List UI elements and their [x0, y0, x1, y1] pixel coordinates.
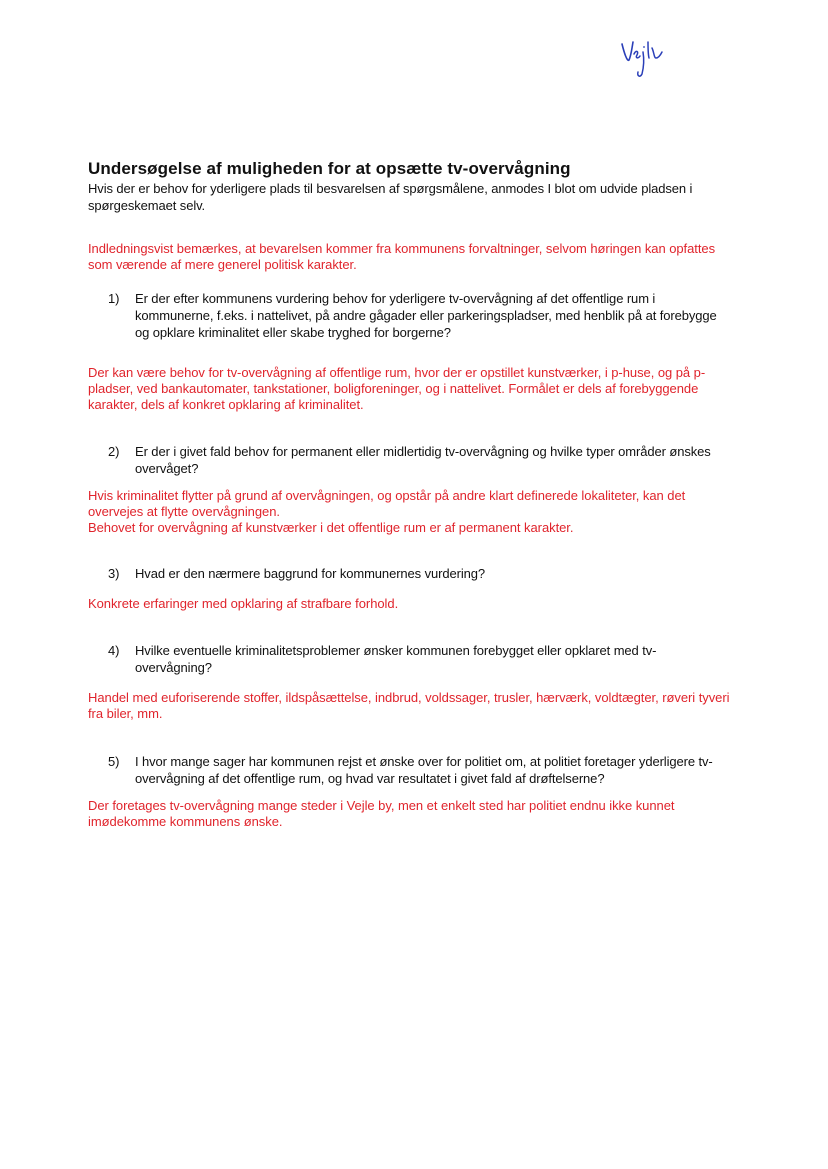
handwritten-signature [618, 36, 668, 80]
answer-2 [88, 488, 743, 536]
question-number: 5) [108, 754, 120, 769]
question-1 [108, 290, 728, 341]
question-text: I hvor mange sager har kommunen rejst et ønske over for politiet om, at politiet foretager yderligere tv-overvågning af det offentlige rum, og hvad var resultatet i givet fald af drøftelserne? [135, 754, 713, 786]
answer-paragraph: Handel med euforiserende stoffer, ildspåsættelse, indbrud, voldssager, trusler, hærværk, voldtægter, røveri tyveri fra biler, mm. [88, 690, 730, 721]
answer-paragraph: Konkrete erfaringer med opklaring af strafbare forhold. [88, 596, 399, 611]
question-number: 2) [108, 444, 120, 459]
answer-paragraph: Der kan være behov for tv-overvågning af offentlige rum, hvor der er opstillet kunstværker, i p-huse, og på p-pladser, ved bankautomater, tankstationer, boligforeninger, og i nattelivet. Formålet er dels af forebyggende karakter, dels af konkret opklaring af kriminalitet. [88, 365, 706, 412]
question-4 [108, 642, 728, 676]
question-text: Hvilke eventuelle kriminalitetsproblemer ønsker kommunen forebygget eller opklaret med tv-overvågning? [135, 643, 657, 675]
document-subtitle: Hvis der er behov for yderligere plads til besvarelsen af spørgsmålene, anmodes I blot om udvide pladsen i spørgeskemaet selv. [88, 181, 693, 213]
answer-paragraph: Behovet for overvågning af kunstværker i det offentlige rum er af permanent karakter. [88, 520, 574, 535]
question-text: Er der i givet fald behov for permanent eller midlertidig tv-overvågning og hvilke typer områder ønskes overvåget? [135, 444, 711, 476]
question-text: Hvad er den nærmere baggrund for kommunernes vurdering? [135, 566, 486, 581]
question-number: 3) [108, 566, 120, 581]
question-number: 1) [108, 291, 120, 306]
question-2 [108, 443, 728, 477]
document-title: Undersøgelse af muligheden for at opsætte tv-overvågning [88, 159, 571, 178]
question-number: 4) [108, 643, 120, 658]
answer-3 [88, 596, 743, 612]
intro-answer: Indledningsvist bemærkes, at bevarelsen kommer fra kommunens forvaltninger, selvom høringen kan opfattes som værende af mere generel politisk karakter. [88, 241, 716, 272]
answer-1 [88, 365, 743, 413]
answer-paragraph: Der foretages tv-overvågning mange steder i Vejle by, men et enkelt sted har politiet endnu ikke kunnet imødekomme kommunens ønske. [88, 798, 675, 829]
answer-5 [88, 798, 743, 830]
question-text: Er der efter kommunens vurdering behov for yderligere tv-overvågning af det offentlige rum i kommunerne, f.eks. i nattelivet, på andre gågader eller parkeringspladser, med henblik på at forebygge og opklare kriminalitet eller skabe tryghed for borgerne? [135, 291, 717, 340]
question-5 [108, 753, 728, 787]
answer-paragraph: Hvis kriminalitet flytter på grund af overvågningen, og opstår på andre klart definerede lokaliteter, kan det overvejes at flytte overvågningen. [88, 488, 686, 519]
answer-4 [88, 690, 743, 722]
question-3 [108, 565, 728, 582]
